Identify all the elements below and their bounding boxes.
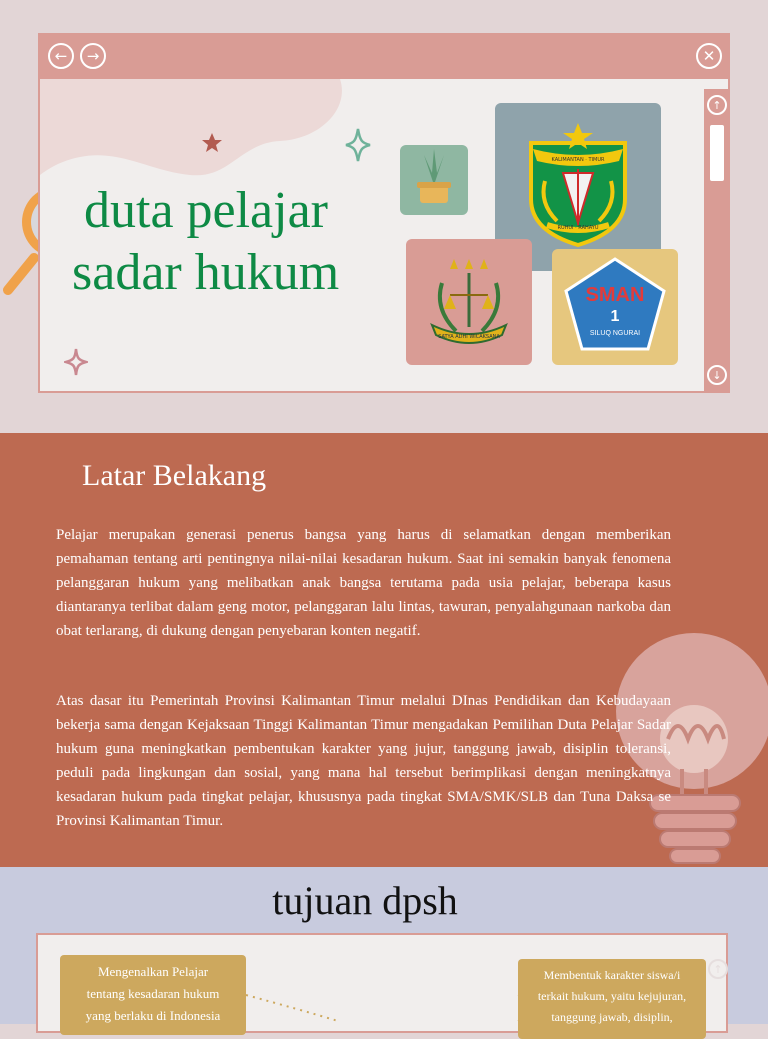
arrow-up-icon[interactable]: ↑: [707, 95, 727, 115]
title-slide: [0, 0, 768, 433]
sparkle-icon: [64, 347, 88, 377]
kejaksaan-emblem-icon: [406, 239, 532, 365]
goal-2-line-2: terkait hukum, yaitu kejujuran,: [537, 989, 687, 1003]
close-icon[interactable]: ✕: [696, 43, 722, 69]
goal-box-2: [518, 959, 706, 1039]
background-slide: [0, 433, 768, 867]
goals-window: [36, 933, 728, 1033]
plant-card: [400, 145, 468, 215]
sman-motto-text: SILUQ NGURAI: [589, 330, 641, 337]
kejaksaan-logo-card: [406, 239, 532, 365]
window-title-bar: [40, 35, 728, 79]
provinsi-banner-text: KALIMANTAN · TIMUR: [551, 157, 605, 163]
sman-number-text: 1: [610, 308, 620, 325]
plant-icon: [400, 145, 468, 215]
scrollbar[interactable]: [704, 89, 730, 391]
page-title: [72, 180, 339, 304]
section-heading: Latar Belakang: [82, 459, 267, 492]
arrow-left-icon[interactable]: ←: [48, 43, 74, 69]
sman-logo-card: [552, 249, 678, 365]
goal-2-line-1: Membentuk karakter siswa/i: [543, 968, 681, 982]
title-line-1: duta pelajar: [84, 182, 328, 239]
goal-2-line-3: tanggung jawab, disiplin,: [551, 1010, 673, 1024]
section-heading: tujuan dpsh: [272, 878, 458, 923]
sparkle-icon: [344, 127, 372, 163]
paragraph-2: Atas dasar itu Pemerintah Provinsi Kalimantan Timur melalui DInas Pendidikan dan Kebudayaan bekerja sama dengan Kejaksaan Tinggi Kalimantan Timur mengadakan Pemilihan Duta Pelajar Sadar hukum guna meningkatkan pembentukan karakter yang jujur, tanggung jawab, disiplin toleransi, peduli pada lingkungan dan sosial, yang mana hal tersebut berimplikasi dengan meningkatnya kesadaran hukum pada tingkat pelajar, khususnya pada tingkat SMA/SMK/SLB dan Tuna Daksa se Provinsi Kalimantan Timur.: [56, 693, 671, 829]
arrow-up-icon[interactable]: ↑: [708, 959, 728, 979]
kejaksaan-motto-text: SATYA ADHI WICAKSANA: [438, 334, 500, 340]
arrow-down-icon[interactable]: ↓: [707, 365, 727, 385]
goal-1-line-2: tentang kesadaran hukum: [86, 986, 220, 1001]
goal-box-1: [60, 955, 246, 1035]
title-line-2: sadar hukum: [72, 244, 340, 301]
paragraph-1: Pelajar merupakan generasi penerus bangsa yang harus di selamatkan dengan memberikan pemahaman tentang arti pentingnya nilai-nilai kesadaran hukum. Saat ini semakin banyak fenomena pelanggaran hukum yang melibatkan anak bangsa terutama pada usia pelajar, beberapa kasus diantaranya terlibat dalam geng motor, pelanggaran lalu lintas, tawuran, penyalahgunaan narkoba dan obat terlarang, di dukung dengan penyebaran konten negatif.: [56, 527, 671, 639]
goals-slide: [0, 867, 768, 1024]
arrow-right-icon[interactable]: →: [80, 43, 106, 69]
sman-name-text: SMAN: [585, 284, 645, 306]
sman-emblem-icon: [552, 249, 678, 365]
goal-1-line-3: yang berlaku di Indonesia: [85, 1008, 221, 1023]
provinsi-motto-text: RUHUI · RAHAYU: [557, 225, 599, 231]
star-icon: [200, 131, 224, 155]
goal-1-line-1: Mengenalkan Pelajar: [97, 964, 209, 979]
scroll-thumb[interactable]: [710, 125, 724, 181]
